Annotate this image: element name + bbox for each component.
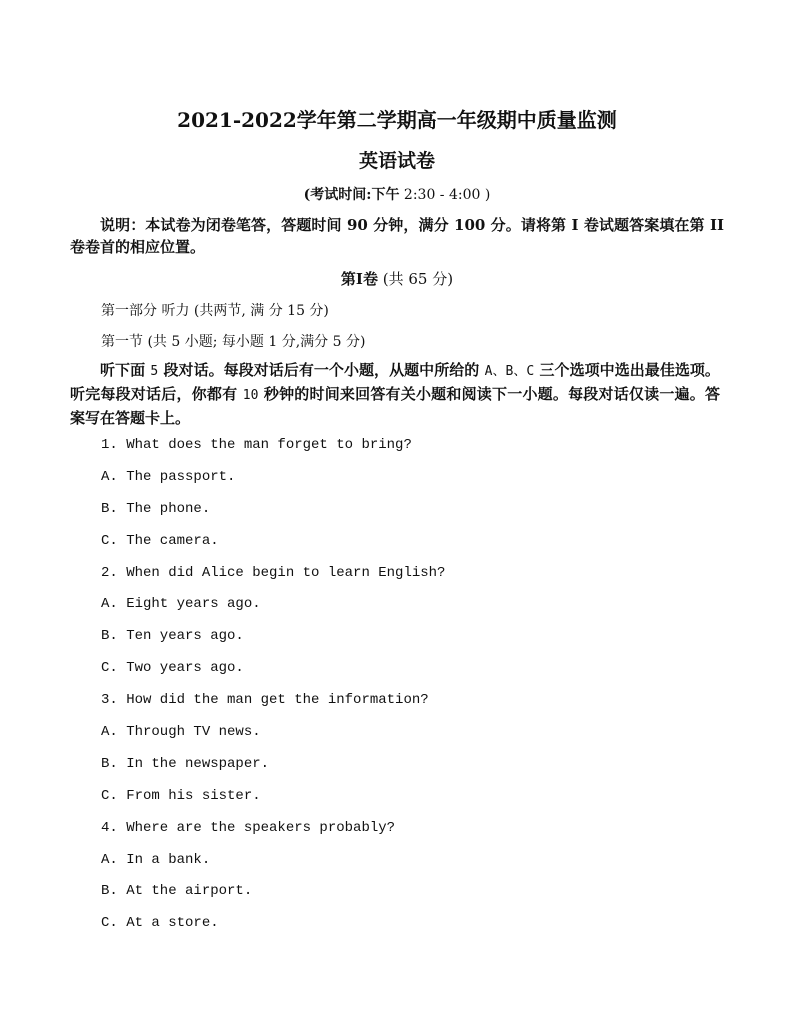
directions-text-b: 段对话。每段对话后有一个小题，从题中所给的	[163, 361, 480, 379]
option-line: C. Two years ago.	[101, 660, 244, 677]
question-line: 4. Where are the speakers probably?	[101, 819, 396, 836]
exam-time-value: 2:30 - 4:00 )	[403, 187, 491, 203]
directions-text-a: 听下面	[100, 361, 146, 379]
option-line: C. The camera.	[101, 532, 219, 549]
directions-num-b: A、B、C	[484, 364, 535, 379]
option-line: B. Ten years ago.	[101, 628, 244, 645]
option-line: C. At a store.	[101, 915, 219, 932]
exam-subtitle: 英语试卷	[358, 150, 435, 172]
option-line: A. Eight years ago.	[101, 596, 261, 613]
instructions-paragraph: 说明：本试卷为闭卷笔答，答题时间 90 分钟，满分 100 分。请将第 I 卷试题答案填在第 II 卷卷首的相应位置。	[70, 216, 724, 256]
question-line: 2. When did Alice begin to learn English?	[101, 564, 446, 581]
option-line: B. At the airport.	[101, 883, 253, 900]
listening-directions	[70, 359, 720, 429]
option-line: A. The passport.	[101, 468, 236, 485]
section-score: (共 65 分)	[382, 270, 454, 288]
option-line: C. From his sister.	[101, 787, 261, 804]
option-line: A. In a bank.	[101, 851, 211, 868]
directions-num-a: 5	[150, 364, 159, 379]
directions-text-c: 三个选项中选出最佳选项。听完每段对话后，你都有	[70, 361, 720, 403]
directions-num-c: 10	[242, 388, 259, 403]
option-line: B. The phone.	[101, 500, 211, 517]
question-line: 1. What does the man forget to bring?	[101, 437, 412, 453]
question-list	[101, 434, 445, 944]
section-name: 第Ⅰ卷	[340, 270, 378, 288]
part-title: 第一部分 听力 (共两节, 满 分 15 分)	[101, 303, 329, 319]
exam-time-label: (考试时间:下午	[303, 187, 400, 203]
option-line: B. In the newspaper.	[101, 755, 270, 772]
section-title	[0, 268, 794, 289]
directions-text-d: 秒钟的时间来回答有关小题和阅读下一小题。每段对话仅读一遍。答案写在答题卡上。	[70, 385, 720, 427]
option-line: A. Through TV news.	[101, 724, 261, 741]
subsection-title: 第一节 (共 5 小题; 每小题 1 分,满分 5 分)	[101, 334, 366, 350]
question-line: 3. How did the man get the information?	[101, 692, 429, 709]
exam-title: 2021-2022学年第二学期高一年级期中质量监测	[177, 108, 617, 132]
exam-time	[0, 184, 794, 204]
